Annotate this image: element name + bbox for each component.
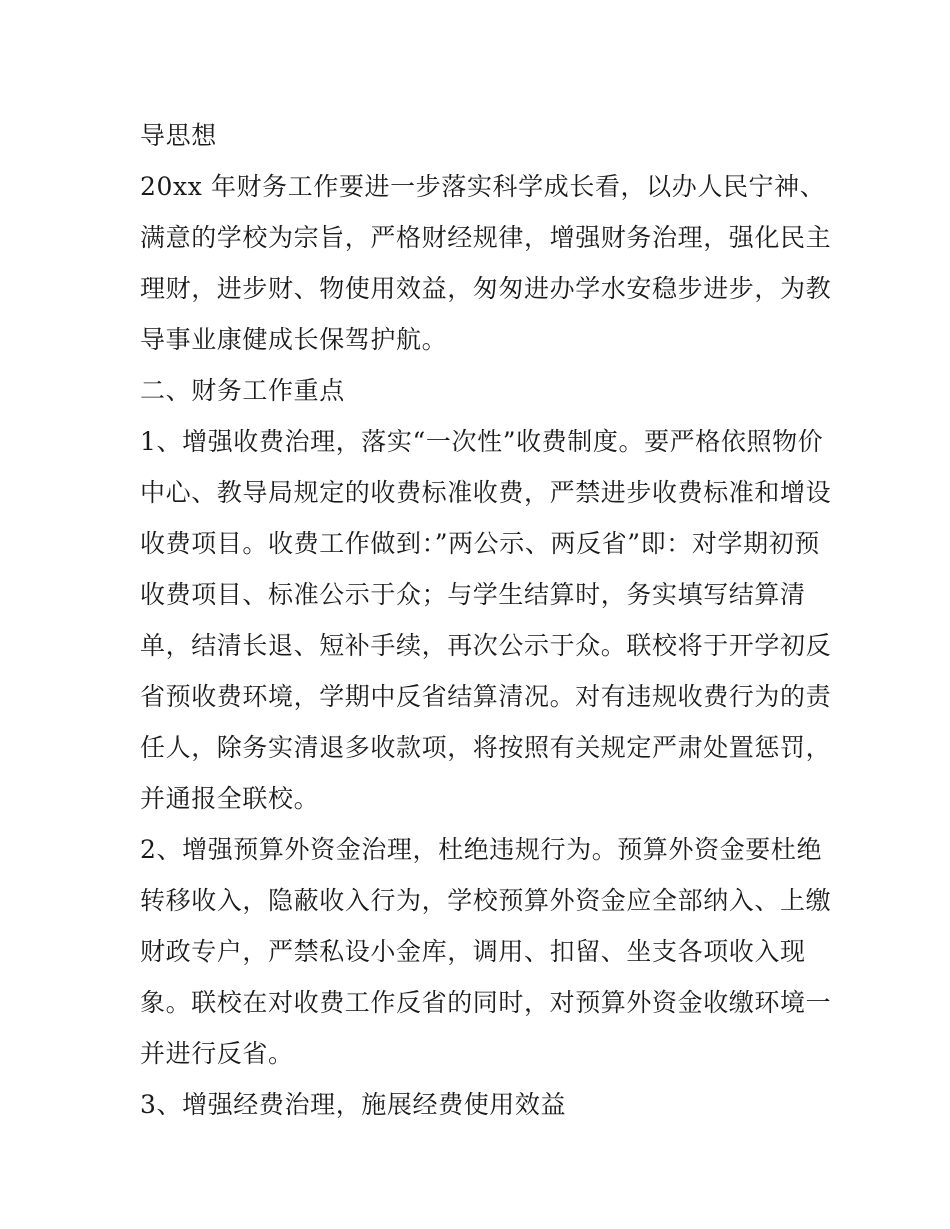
paragraph-line: 省预收费环境，学期中反省结算清况。对有违规收费行为的责 bbox=[140, 682, 832, 711]
paragraph-line: 导事业康健成长保驾护航。 bbox=[140, 325, 448, 354]
paragraph-line: 满意的学校为宗旨，严格财经规律，增强财务治理，强化民主 bbox=[140, 223, 832, 252]
paragraph-line: 象。联校在对收费工作反省的同时，对预算外资金收缴环境一 bbox=[140, 988, 832, 1017]
paragraph-line: 转移收入，隐蔽收入行为，学校预算外资金应全部纳入、上缴 bbox=[140, 886, 832, 915]
section-heading-key-points: 二、财务工作重点 bbox=[140, 376, 345, 405]
paragraph-line: 并通报全联校。 bbox=[140, 784, 320, 813]
paragraph-line: 收费项目、标准公示于众；与学生结算时，务实填写结算清 bbox=[140, 580, 806, 609]
section-heading-guiding-thought: 导思想 bbox=[140, 121, 217, 150]
paragraph-line: 任人，除务实清退多收款项，将按照有关规定严肃处置惩罚， bbox=[140, 733, 832, 762]
document-body bbox=[140, 110, 832, 1130]
paragraph-line: 财政专户，严禁私设小金库，调用、扣留、坐支各项收入现 bbox=[140, 937, 806, 966]
paragraph-line: 2、增强预算外资金治理，杜绝违规行为。预算外资金要杜绝 bbox=[140, 835, 823, 864]
paragraph-line: 1、增强收费治理，落实“一次性”收费制度。要严格依照物价 bbox=[140, 427, 824, 456]
paragraph-line: 并进行反省。 bbox=[140, 1039, 294, 1068]
paragraph-line: 中心、教导局规定的收费标准收费，严禁进步收费标准和增设 bbox=[140, 478, 832, 507]
paragraph-line: 单，结清长退、短补手续，再次公示于众。联校将于开学初反 bbox=[140, 631, 832, 660]
paragraph-line: 20xx 年财务工作要进一步落实科学成长看，以办人民宁神、 bbox=[140, 172, 826, 201]
paragraph-line: 收费项目。收费工作做到：”两公示、两反省”即：对学期初预 bbox=[140, 529, 820, 558]
paragraph-line: 3、增强经费治理，施展经费使用效益 bbox=[140, 1090, 567, 1119]
paragraph-line: 理财，进步财、物使用效益，匆匆进办学水安稳步进步，为教 bbox=[140, 274, 832, 303]
